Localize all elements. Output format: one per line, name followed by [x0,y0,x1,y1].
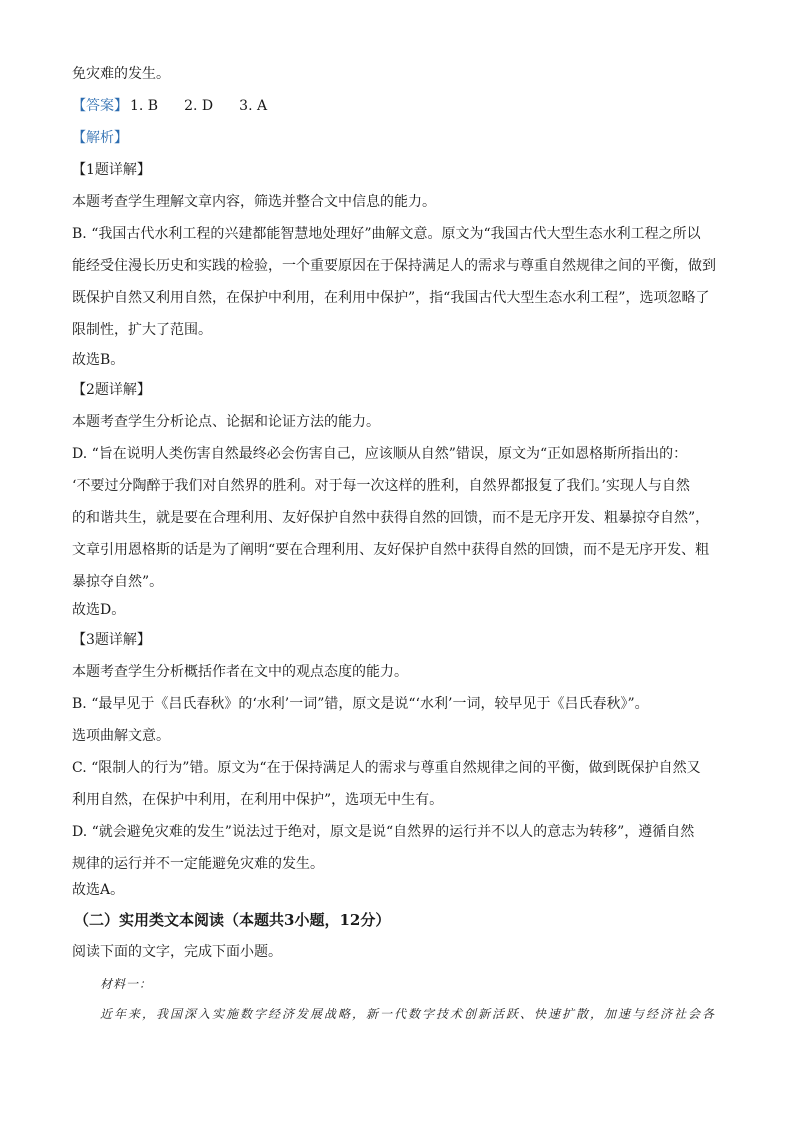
q2-paragraph: ‘不要过分陶醉于我们对自然界的胜利。对于每一次这样的胜利，自然界都报复了我们。’实现人与自然 [72,478,690,494]
q2-paragraph: D. “旨在说明人类伤害自然最终必会伤害自己，应该顺从自然”错误，原文为“正如恩格斯所指出的： [72,446,688,462]
answer-1: 1. B [130,98,159,114]
answer-line [72,96,732,116]
q3-paragraph: C. “限制人的行为”错。原文为“在于保持满足人的需求与尊重自然规律之间的平衡，做到既保护自然又 [72,760,701,776]
q3-header: 【3题详解】 [72,632,151,648]
analysis-label: 【解析】 [72,130,128,146]
q1-header: 【1题详解】 [72,162,151,178]
q3-paragraph: 利用自然，在保护中利用，在利用中保护”，选项无中生有。 [72,792,444,808]
q3-choice: 故选A。 [72,882,125,898]
material-label: 材料一： [100,977,153,991]
q3-paragraph: B. “最早见于《吕氏春秋》的‘水利’一词”错，原文是说“‘水利’一词，较早见于《吕氏春秋》”。 [72,696,649,712]
q3-paragraph: 本题考查学生分析概括作者在文中的观点态度的能力。 [72,664,408,680]
section-instruction: 阅读下面的文字，完成下面小题。 [72,944,282,960]
q2-paragraph: 暴掠夺自然”。 [72,574,164,590]
answer-label: 【答案】 [72,98,128,114]
section-title: （二）实用类文本阅读（本题共3小题，12分） [74,911,391,929]
q2-choice: 故选D。 [72,602,126,618]
q3-paragraph: 选项曲解文意。 [72,728,170,744]
q2-header: 【2题详解】 [72,382,151,398]
q1-paragraph: B. “我国古代水利工程的兴建都能智慧地处理好”曲解文意。原文为“我国古代大型生态水利工程之所以 [72,226,701,242]
answer-2: 2. D [184,98,214,114]
q1-paragraph: 限制性，扩大了范围。 [72,322,212,338]
q1-paragraph: 能经受住漫长历史和实践的检验，一个重要原因在于保持满足人的需求与尊重自然规律之间的平衡，做到 [72,258,716,274]
q3-paragraph: D. “就会避免灾难的发生”说法过于绝对，原文是说“自然界的运行并不以人的意志为转移”，遵循自然 [72,824,695,840]
q1-paragraph: 本题考查学生理解文章内容，筛选并整合文中信息的能力。 [72,194,436,210]
q3-paragraph: 规律的运行并不一定能避免灾难的发生。 [72,856,324,872]
material-text: 近年来，我国深入实施数字经济发展战略，新一代数字技术创新活跃、快速扩散，加速与经济社会各 [100,1007,717,1021]
continued-text: 免灾难的发生。 [72,66,170,82]
q1-choice: 故选B。 [72,352,125,368]
q1-paragraph: 既保护自然又利用自然，在保护中利用，在利用中保护”，指“我国古代大型生态水利工程”，选项忽略了 [72,290,710,306]
q2-paragraph: 的和谐共生，就是要在合理利用、友好保护自然中获得自然的回馈，而不是无序开发、粗暴掠夺自然”， [72,510,710,526]
q2-paragraph: 本题考查学生分析论点、论据和论证方法的能力。 [72,414,380,430]
q2-paragraph: 文章引用恩格斯的话是为了阐明“要在合理利用、友好保护自然中获得自然的回馈，而不是无序开发、粗 [72,542,710,558]
answer-3: 3. A [239,98,268,114]
